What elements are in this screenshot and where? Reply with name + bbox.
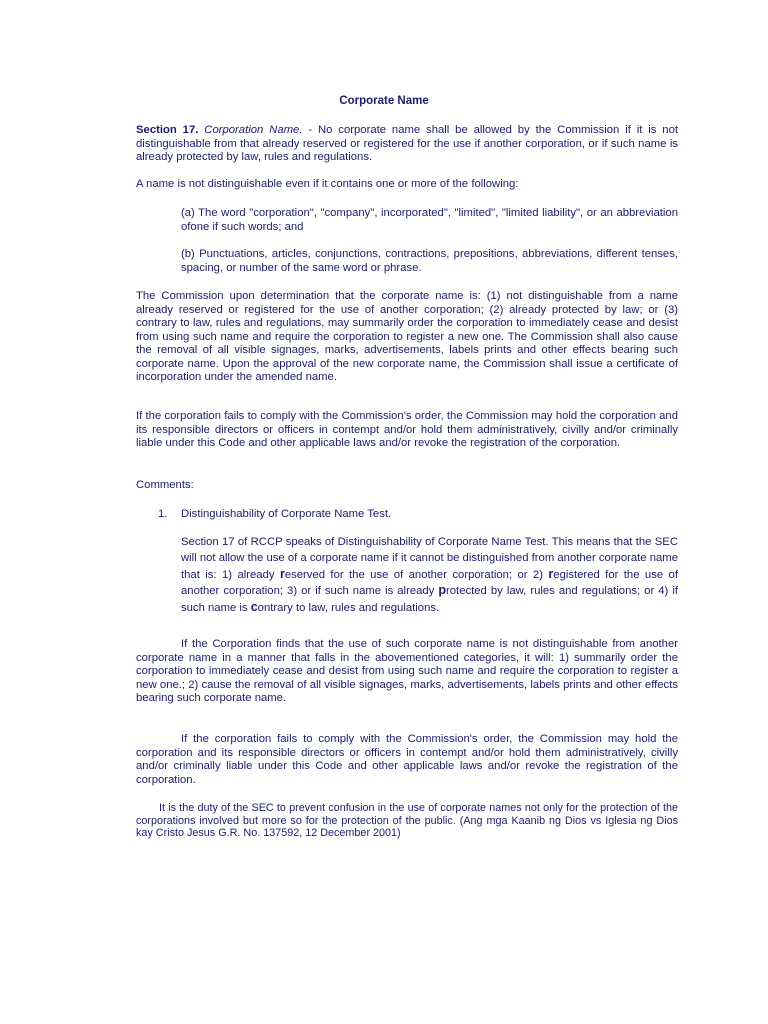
fail-paragraph-2: If the corporation fails to comply with the Commission's order, the Commission may hold the corporation and its responsible directors or officers in contempt and/or hold them administratively, civilly and/or criminally liable under this Code and other applicable laws and/or revoke the registration of the corporation. <box>136 733 678 786</box>
rccp-letter-r2: r <box>548 566 554 581</box>
section-17-text: - No corporate name shall be allowed by the Commission if it is not distinguishable from that already reserved or registered for the use if another corporation, or if such name is already protected by law, rules and regulations. <box>136 124 678 163</box>
document-title: Corporate Name <box>339 95 429 107</box>
rccp-text-1: Section 17 of RCCP speaks of Distinguishability of Corporate Name Test. This means that the SEC will not allow the use of a corporate name if it cannot be distinguished from another corporate name that is: 1) already <box>181 536 678 581</box>
section-17-heading: Corporation Name. <box>204 124 303 136</box>
list-item-number: 1. <box>158 508 168 520</box>
item-a: (a) The word "corporation", "company", incorporated", "limited", "limited liability", or an abbreviation ofone if such words; and <box>181 207 678 233</box>
list-item-title: Distinguishability of Corporate Name Test. <box>181 508 392 520</box>
section-17-label: Section 17. <box>136 124 199 136</box>
commission-paragraph: The Commission upon determination that the corporate name is: (1) not distinguishable from a name already reserved or registered for the use of another corporation; (2) already protected by law; or (3) contrary to law, rules and regulations, may summarily order the corporation to immediately cease and desist from using such name and require the corporation to register a new one. The Commission shall also cause the removal of all visible signages, marks, advertisements, labels prints and other effects bearing such corporate name. Upon the approval of the new corporate name, the Commission shall issue a certificate of incorporation under the amended name. <box>136 290 678 383</box>
item-b: (b) Punctuations, articles, conjunctions, contractions, prepositions, abbreviations, different tenses, spacing, or number of the same word or phrase. <box>181 248 678 274</box>
rccp-text-2: eserved for the use of another corporation; or 2) <box>284 568 549 581</box>
rccp-text-4: rotected by law, rules and regulations; or 4) if such name is <box>181 585 678 615</box>
rccp-letter-p: p <box>438 583 447 598</box>
finds-paragraph: If the Corporation finds that the use of such corporate name is not distinguishable from another corporate name in a manner that falls in the abovementioned categories, it will: 1) summarily order the corporation to immediately cease and desist from using such name and require the corporation to register a new one.; 2) cause the removal of all visible signages, marks, advertisements, labels prints and other effects bearing such corporate name. <box>136 638 678 704</box>
comments-label: Comments: <box>136 479 194 491</box>
distinguishable-intro: A name is not distinguishable even if it contains one or more of the following: <box>136 178 519 190</box>
rccp-text-3: egistered for the use of another corporation; 3) or if such name is already <box>181 568 678 598</box>
rccp-letter-r1: r <box>279 566 285 581</box>
duty-paragraph: It is the duty of the SEC to prevent confusion in the use of corporate names not only for the protection of the corporations involved but more so for the protection of the public. (Ang mga Kaanib ng Dios vs Iglesia ng Dios kay Cristo Jesus G.R. No. 137592, 12 December 2001) <box>136 802 678 839</box>
rccp-paragraph <box>181 535 678 617</box>
rccp-text-5: ontrary to law, rules and regulations. <box>257 602 440 615</box>
fail-paragraph: If the corporation fails to comply with the Commission's order, the Commission may hold the corporation and its responsible directors or officers in contempt and/or hold them administratively, civilly and/or criminally liable under this Code and other applicable laws and/or revoke the registration of the corporation. <box>136 410 678 449</box>
rccp-letter-c: c <box>250 600 258 615</box>
section-17-paragraph <box>136 124 678 165</box>
